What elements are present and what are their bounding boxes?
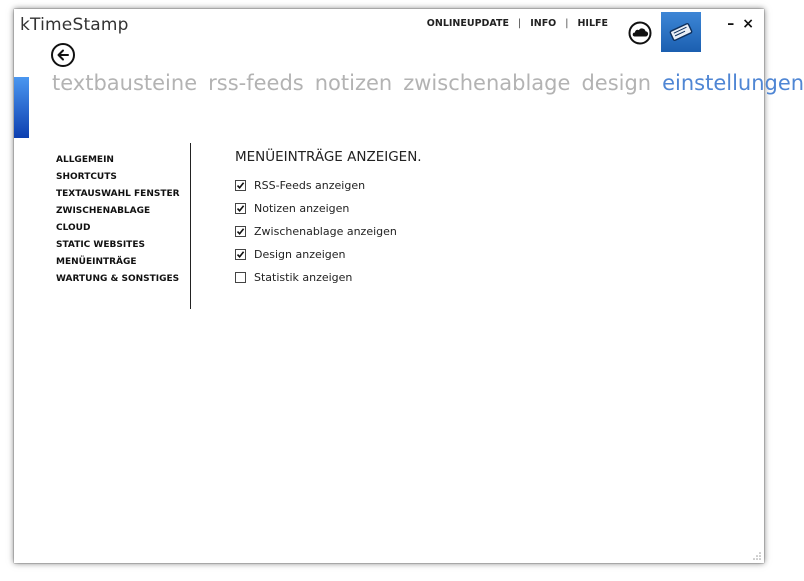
info-link[interactable]: INFO — [530, 18, 557, 29]
checkmark-icon — [236, 181, 245, 190]
checkmark-icon — [236, 227, 245, 236]
app-window — [14, 9, 804, 563]
nav-textbausteine[interactable]: textbausteine — [52, 71, 198, 95]
app-logo-icon — [667, 20, 695, 44]
sidebar-item-textauswahl-fenster[interactable]: TEXTAUSWAHL FENSTER — [56, 189, 180, 199]
close-button[interactable]: × — [742, 16, 754, 32]
cloud-button[interactable] — [628, 21, 652, 45]
option-label: Statistik anzeigen — [254, 271, 353, 284]
resize-grip-icon[interactable] — [753, 552, 761, 560]
sidebar-item-shortcuts[interactable]: SHORTCUTS — [56, 172, 117, 182]
app-logo-tile[interactable] — [661, 12, 701, 52]
option-label: Design anzeigen — [254, 248, 346, 261]
option-label: RSS-Feeds anzeigen — [254, 179, 366, 192]
sidebar-divider — [190, 143, 191, 309]
hilfe-link[interactable]: HILFE — [577, 18, 608, 29]
option-design[interactable] — [235, 243, 397, 266]
main-nav — [52, 71, 804, 95]
checkbox[interactable] — [235, 180, 246, 191]
window-controls — [727, 17, 754, 31]
app-title: kTimeStamp — [20, 15, 129, 35]
section-title: MENÜEINTRÄGE ANZEIGEN. — [235, 149, 422, 165]
nav-design[interactable]: design — [581, 71, 652, 95]
checkbox[interactable] — [235, 272, 246, 283]
sidebar-item-menueintraege[interactable]: MENÜEINTRÄGE — [56, 257, 137, 267]
sidebar-item-static-websites[interactable]: STATIC WEBSITES — [56, 240, 145, 250]
sidebar-item-allgemein[interactable]: ALLGEMEIN — [56, 155, 114, 165]
nav-zwischenablage[interactable]: zwischenablage — [403, 71, 571, 95]
separator: | — [565, 18, 569, 29]
cloud-icon — [628, 21, 652, 45]
option-statistik[interactable] — [235, 266, 397, 289]
option-zwischenablage[interactable] — [235, 220, 397, 243]
option-rss-feeds[interactable] — [235, 174, 397, 197]
arrow-left-icon — [56, 48, 70, 62]
nav-rss-feeds[interactable]: rss-feeds — [208, 71, 304, 95]
top-links — [427, 18, 608, 29]
checkmark-icon — [236, 204, 245, 213]
onlineupdate-link[interactable]: ONLINEUPDATE — [426, 18, 509, 29]
checkbox[interactable] — [235, 249, 246, 260]
checkbox[interactable] — [235, 203, 246, 214]
option-label: Notizen anzeigen — [254, 202, 350, 215]
minimize-button[interactable]: – — [727, 16, 735, 32]
sidebar-item-cloud[interactable]: CLOUD — [56, 223, 91, 233]
checkmark-icon — [236, 250, 245, 259]
option-notizen[interactable] — [235, 197, 397, 220]
sidebar-item-wartung-sonstiges[interactable]: WARTUNG & SONSTIGES — [56, 274, 180, 284]
back-button[interactable] — [51, 43, 75, 67]
settings-sidebar — [56, 152, 180, 288]
left-accent-bar — [14, 77, 29, 138]
nav-notizen[interactable]: notizen — [314, 71, 393, 95]
options-list — [235, 174, 397, 289]
sidebar-item-zwischenablage[interactable]: ZWISCHENABLAGE — [56, 206, 151, 216]
option-label: Zwischenablage anzeigen — [254, 225, 397, 238]
separator: | — [518, 18, 522, 29]
checkbox[interactable] — [235, 226, 246, 237]
nav-einstellungen[interactable]: einstellungen — [662, 71, 804, 95]
